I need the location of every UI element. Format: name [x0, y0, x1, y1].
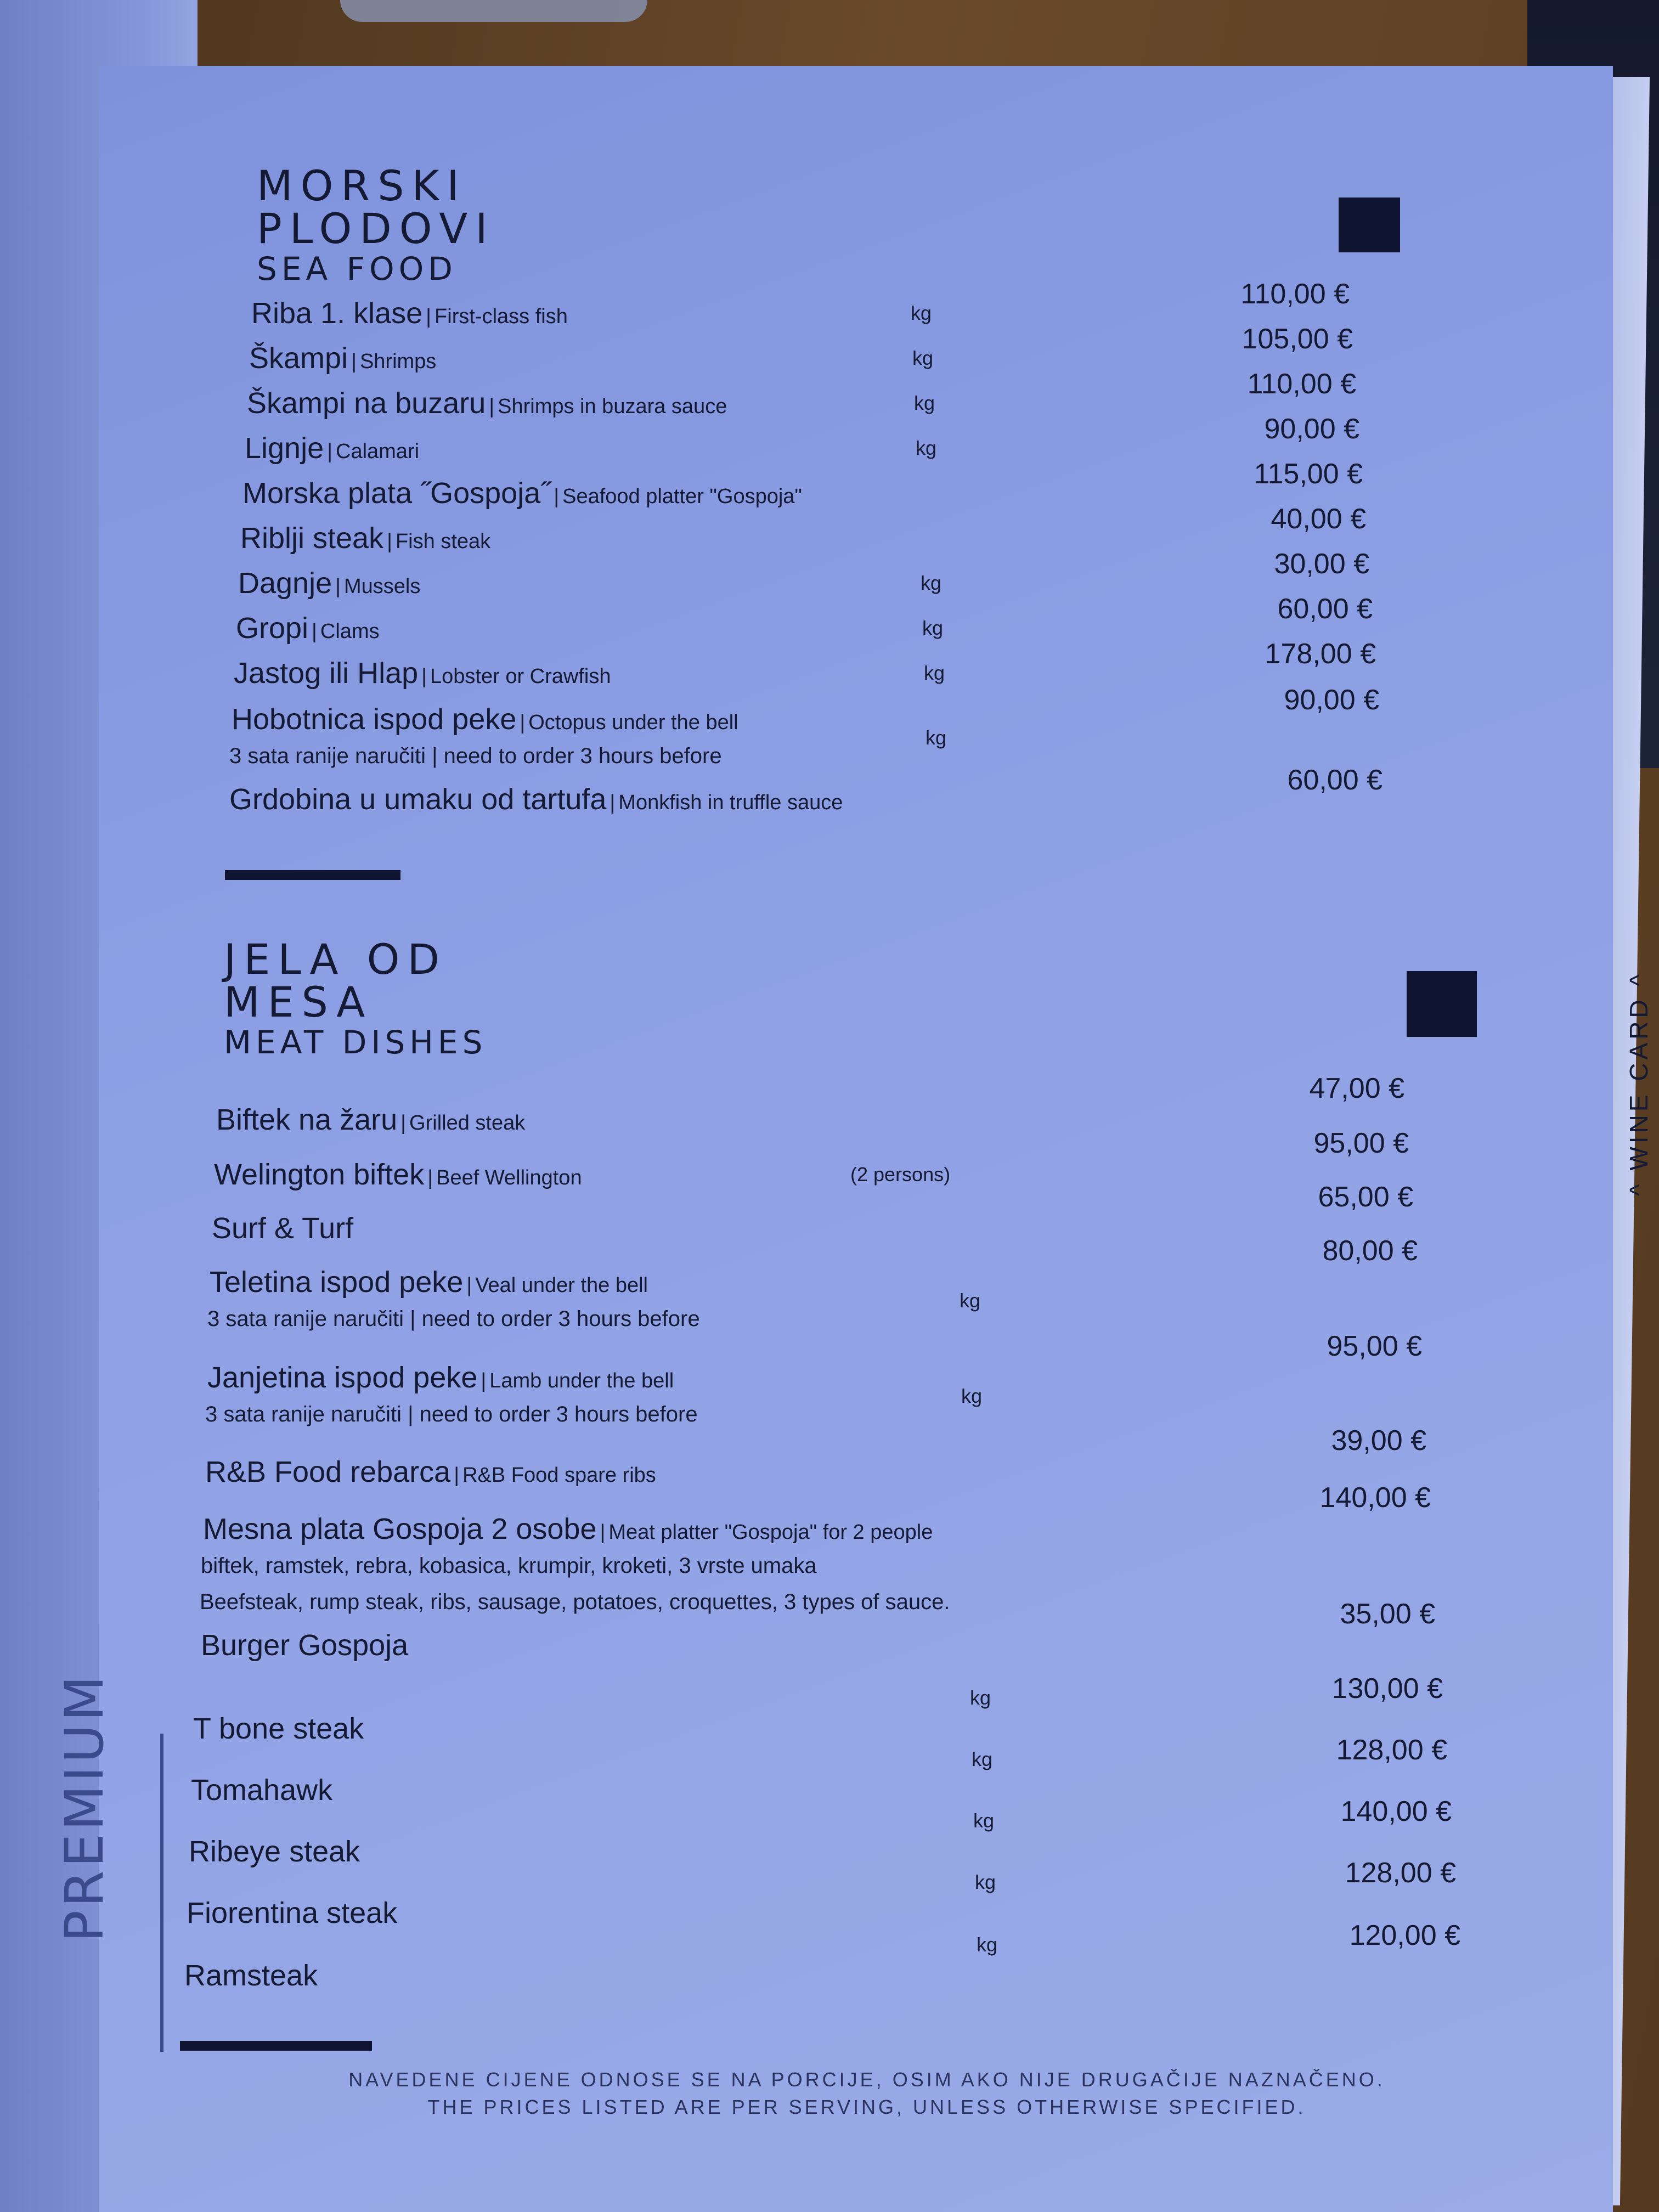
meat-item-english: Meat platter "Gospoja" for 2 people — [608, 1521, 933, 1544]
glass-object — [340, 0, 647, 22]
meat-subtitle: MEAT DISHES — [224, 1024, 487, 1062]
meat-row — [212, 1211, 353, 1245]
seafood-item-separator: | — [335, 575, 341, 598]
seafood-item-english: Seafood platter "Gospoja" — [562, 485, 802, 508]
seafood-row — [238, 566, 420, 600]
seafood-item-note: 3 sata ranije naručiti | need to order 3 hours before — [229, 744, 722, 768]
seafood-item-price: 90,00 € — [1264, 413, 1359, 445]
seafood-row — [232, 702, 738, 736]
meat-item-english: Lamb under the bell — [489, 1369, 674, 1392]
premium-row — [189, 1835, 360, 1869]
seafood-item-unit: kg — [926, 726, 947, 749]
meat-row — [210, 1265, 648, 1299]
seafood-item-separator: | — [421, 665, 427, 688]
footer-note-hr: NAVEDENE CIJENE ODNOSE SE NA PORCIJE, OSIM AKO NIJE DRUGAČIJE NAZNAČENO. — [348, 2068, 1385, 2091]
meat-item-price: 65,00 € — [1318, 1181, 1413, 1213]
seafood-item-separator: | — [610, 791, 616, 814]
meat-row — [216, 1103, 525, 1137]
premium-item-name: Ramsteak — [184, 1959, 318, 1992]
premium-item-name: Tomahawk — [191, 1774, 333, 1807]
seafood-item-english: Shrimps in buzara sauce — [498, 395, 727, 418]
seafood-item-unit: kg — [916, 437, 937, 459]
seafood-item-price: 178,00 € — [1265, 638, 1376, 670]
meat-item-english: Grilled steak — [409, 1111, 526, 1135]
seafood-item-name: Lignje — [245, 432, 324, 465]
seafood-row — [236, 611, 380, 645]
seafood-item-unit: kg — [922, 617, 944, 639]
meat-row — [205, 1455, 656, 1489]
seafood-item-price: 30,00 € — [1274, 548, 1369, 580]
meat-item-name: Surf & Turf — [212, 1212, 354, 1245]
meat-item-name: Janjetina ispod peke — [207, 1361, 478, 1394]
seafood-divider — [225, 870, 400, 880]
wine-card-tab[interactable]: ^ WINE CARD ^ — [1624, 971, 1653, 1196]
premium-item-unit: kg — [970, 1686, 991, 1709]
seafood-item-name: Riblji steak — [240, 522, 384, 555]
meat-item-name: Biftek na žaru — [216, 1103, 398, 1136]
premium-item-price: 140,00 € — [1340, 1796, 1452, 1827]
meat-square-marker — [1407, 971, 1477, 1037]
premium-item-unit: kg — [973, 1809, 995, 1832]
meat-item-unit: (2 persons) — [850, 1163, 951, 1186]
premium-row — [187, 1896, 397, 1930]
meat-item-note: biftek, ramstek, rebra, kobasica, krumpir, kroketi, 3 vrste umaka — [201, 1554, 817, 1578]
seafood-item-english: Mussels — [344, 575, 421, 598]
footer-note-en: THE PRICES LISTED ARE PER SERVING, UNLESS OTHERWISE SPECIFIED. — [427, 2096, 1306, 2118]
premium-item-name: Ribeye steak — [189, 1835, 360, 1868]
seafood-item-english: Shrimps — [359, 350, 437, 373]
seafood-item-price: 115,00 € — [1254, 458, 1363, 490]
seafood-item-separator: | — [387, 530, 392, 553]
seafood-item-unit: kg — [921, 572, 942, 594]
meat-item-separator: | — [481, 1369, 487, 1392]
meat-row — [201, 1628, 408, 1662]
seafood-item-name: Gropi — [236, 612, 309, 645]
seafood-item-price: 40,00 € — [1271, 503, 1366, 535]
seafood-item-price: 60,00 € — [1277, 593, 1373, 625]
seafood-row — [247, 386, 727, 420]
premium-item-price: 128,00 € — [1336, 1734, 1447, 1766]
seafood-item-name: Škampi — [249, 342, 348, 375]
premium-item-price: 120,00 € — [1349, 1920, 1460, 1951]
seafood-item-unit: kg — [912, 347, 934, 369]
meat-item-english: Beef Wellington — [436, 1166, 582, 1189]
seafood-item-separator: | — [426, 305, 432, 328]
meat-item-name: Mesna plata Gospoja 2 osobe — [203, 1513, 597, 1545]
seafood-item-price: 90,00 € — [1284, 684, 1379, 716]
premium-item-name: T bone steak — [193, 1712, 364, 1745]
meat-item-price: 47,00 € — [1309, 1073, 1404, 1104]
seafood-row — [251, 296, 568, 330]
seafood-item-name: Škampi na buzaru — [247, 387, 486, 420]
meat-item-price: 140,00 € — [1319, 1482, 1431, 1514]
meat-title-line2: MESA — [224, 977, 373, 1026]
seafood-item-separator: | — [312, 620, 317, 643]
seafood-item-separator: | — [351, 350, 357, 373]
seafood-item-english: Lobster or Crawfish — [430, 665, 611, 688]
seafood-title-line2: PLODOVI — [257, 204, 495, 253]
meat-item-separator: | — [400, 1111, 407, 1135]
seafood-item-english: First-class fish — [435, 305, 568, 328]
seafood-item-unit: kg — [914, 392, 935, 414]
meat-item-name: Welington biftek — [214, 1158, 425, 1191]
seafood-row — [234, 656, 611, 690]
meat-row — [207, 1361, 674, 1395]
meat-divider — [180, 2041, 372, 2051]
seafood-row — [240, 521, 490, 555]
seafood-item-english: Clams — [320, 620, 380, 643]
meat-item-separator: | — [600, 1521, 606, 1544]
seafood-item-price: 60,00 € — [1287, 764, 1383, 796]
menu-page — [54, 66, 1653, 2212]
seafood-item-english: Calamari — [336, 440, 420, 463]
premium-row — [191, 1773, 332, 1807]
meat-item-unit: kg — [960, 1289, 981, 1312]
meat-item-price: 35,00 € — [1340, 1598, 1435, 1630]
seafood-item-english: Fish steak — [395, 530, 491, 553]
seafood-item-price: 110,00 € — [1240, 278, 1350, 310]
premium-label: PREMIUM — [54, 1672, 115, 1942]
meat-item-name: R&B Food rebarca — [205, 1455, 451, 1488]
premium-bracket — [160, 1734, 163, 2052]
meat-section-title — [224, 935, 487, 1062]
seafood-item-name: Riba 1. klase — [251, 297, 423, 330]
seafood-row — [249, 341, 436, 375]
meat-item-note-en: Beefsteak, rump steak, ribs, sausage, potatoes, croquettes, 3 types of sauce. — [200, 1590, 950, 1614]
seafood-row — [242, 476, 802, 510]
seafood-row — [229, 782, 843, 816]
premium-item-unit: kg — [977, 1933, 998, 1956]
meat-item-note: 3 sata ranije naručiti | need to order 3 hours before — [205, 1402, 698, 1426]
meat-row — [214, 1158, 582, 1192]
meat-row — [203, 1512, 933, 1546]
seafood-item-name: Grdobina u umaku od tartufa — [229, 783, 607, 816]
seafood-item-separator: | — [554, 485, 560, 508]
premium-item-unit: kg — [975, 1871, 996, 1893]
premium-item-price: 128,00 € — [1345, 1857, 1456, 1889]
seafood-square-marker — [1339, 198, 1400, 252]
meat-item-unit: kg — [961, 1385, 983, 1407]
seafood-item-english: Octopus under the bell — [528, 711, 738, 734]
meat-item-separator: | — [466, 1274, 472, 1297]
meat-item-name: Burger Gospoja — [201, 1629, 409, 1662]
meat-item-name: Teletina ispod peke — [210, 1266, 464, 1299]
seafood-row — [245, 431, 419, 465]
meat-item-separator: | — [427, 1166, 433, 1189]
seafood-subtitle: SEA FOOD — [257, 250, 457, 288]
seafood-item-name: Morska plata ˝Gospoja˝ — [242, 477, 551, 510]
meat-item-english: Veal under the bell — [475, 1274, 648, 1297]
seafood-item-english: Monkfish in truffle sauce — [618, 791, 843, 814]
menu-content — [54, 66, 1653, 2212]
premium-item-unit: kg — [972, 1748, 993, 1770]
meat-title-line1: JELA OD — [224, 935, 448, 984]
meat-item-price: 95,00 € — [1327, 1330, 1422, 1362]
meat-item-price: 39,00 € — [1331, 1425, 1426, 1457]
seafood-item-separator: | — [520, 711, 526, 734]
premium-item-name: Fiorentina steak — [187, 1897, 398, 1929]
seafood-item-name: Jastog ili Hlap — [234, 657, 419, 690]
seafood-item-name: Hobotnica ispod peke — [232, 703, 517, 736]
meat-item-separator: | — [454, 1464, 460, 1487]
seafood-item-separator: | — [327, 440, 332, 463]
premium-row — [184, 1959, 318, 1993]
seafood-section-title — [257, 161, 495, 288]
meat-item-note: 3 sata ranije naručiti | need to order 3 hours before — [207, 1307, 700, 1331]
premium-row — [193, 1712, 364, 1746]
seafood-item-unit: kg — [924, 662, 945, 684]
seafood-title-line1: MORSKI — [257, 161, 467, 210]
premium-item-price: 130,00 € — [1331, 1673, 1443, 1705]
meat-item-price: 80,00 € — [1322, 1235, 1418, 1267]
seafood-item-separator: | — [489, 395, 495, 418]
meat-item-english: R&B Food spare ribs — [462, 1464, 656, 1487]
meat-item-price: 95,00 € — [1313, 1127, 1409, 1159]
seafood-item-name: Dagnje — [238, 567, 332, 600]
seafood-item-price: 105,00 € — [1242, 323, 1353, 355]
seafood-item-unit: kg — [911, 302, 932, 324]
seafood-item-price: 110,00 € — [1247, 368, 1356, 400]
